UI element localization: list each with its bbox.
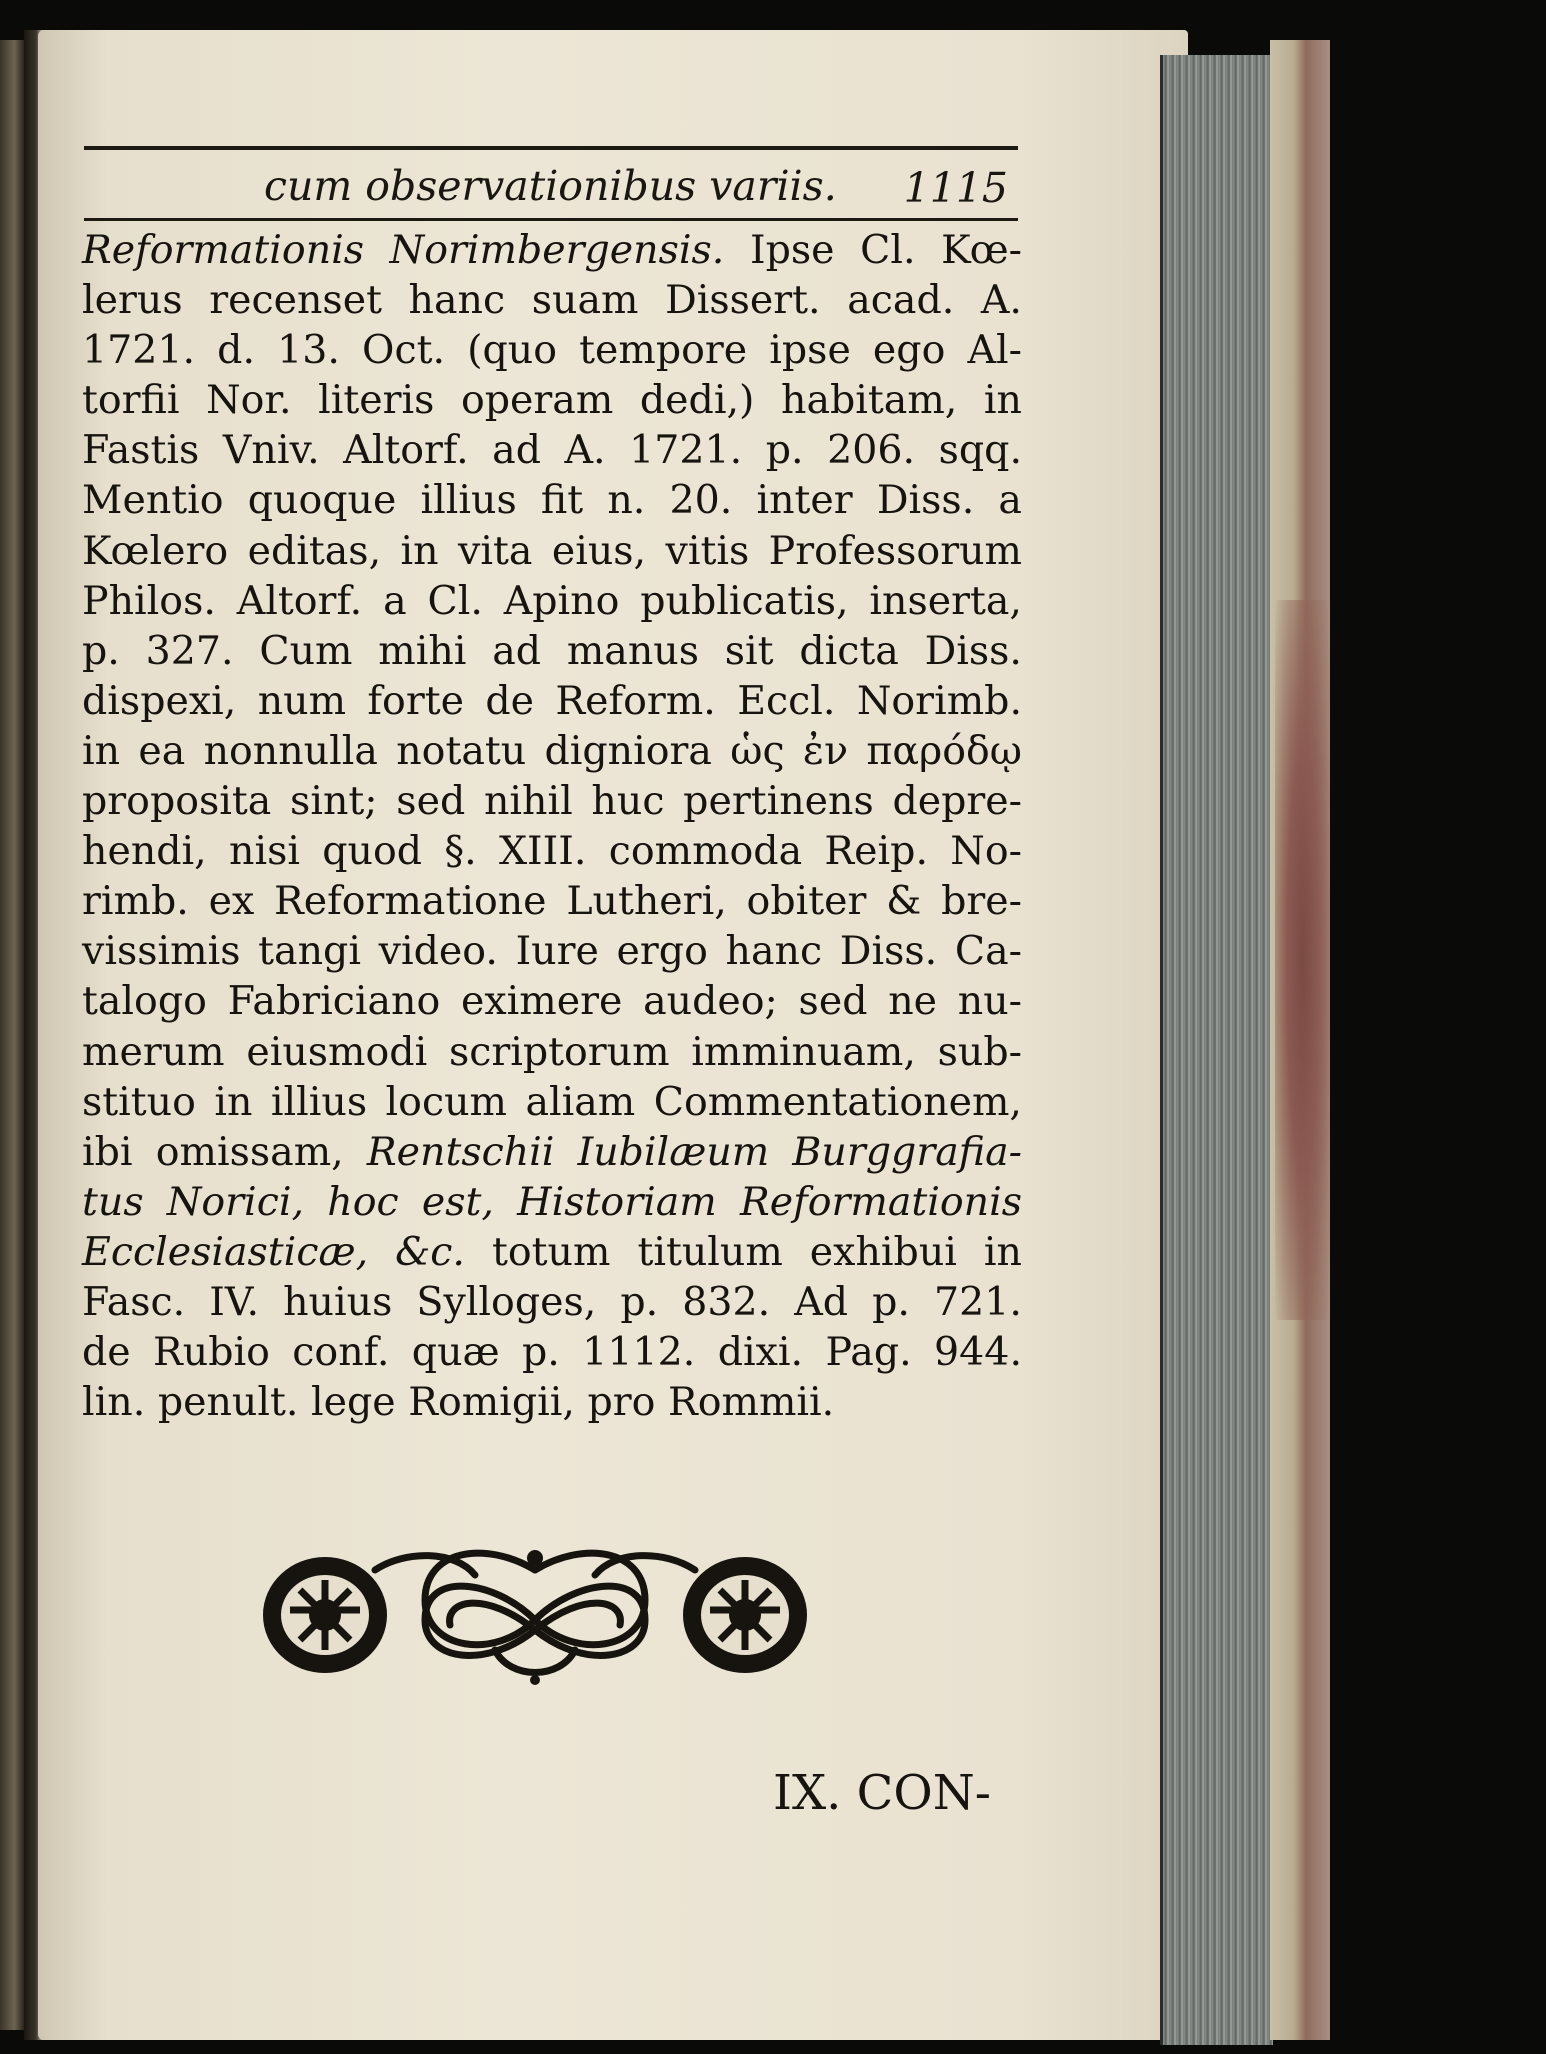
text-segment: Ipse Cl. Kœ- bbox=[724, 227, 1022, 273]
text-segment: p. 327. Cum mihi ad manus sit dicta Diss. bbox=[82, 627, 1022, 674]
text-line bbox=[82, 726, 1022, 776]
text-line bbox=[82, 526, 1022, 576]
text-line bbox=[82, 976, 1022, 1026]
text-segment: de Rubio conf. quæ p. 1112. dixi. Pag. 944. bbox=[82, 1329, 1022, 1376]
cover-stain bbox=[1275, 600, 1330, 1320]
text-line bbox=[82, 1027, 1022, 1077]
text-segment: merum eiusmodi scriptorum imminuam, sub- bbox=[82, 1028, 1022, 1075]
header-rule-top bbox=[84, 146, 1018, 150]
text-segment: ibi omissam, bbox=[82, 1128, 367, 1175]
page-number: 1115 bbox=[903, 164, 1008, 212]
text-line bbox=[82, 275, 1022, 325]
running-head bbox=[84, 162, 1018, 212]
text-segment: vissimis tangi video. Iure ergo hanc Diss. Ca- bbox=[82, 928, 1022, 975]
text-segment: totum titulum exhibui in bbox=[464, 1228, 1022, 1275]
text-line bbox=[82, 1327, 1022, 1377]
text-segment: Kœlero editas, in vita eius, vitis Professorum bbox=[82, 527, 1022, 574]
floral-ornament-icon bbox=[255, 1530, 815, 1690]
text-segment: lerus recenset hanc suam Dissert. acad. A. bbox=[82, 277, 1022, 324]
text-line bbox=[82, 225, 1022, 275]
italic-segment: Reformationis Norimbergensis. bbox=[82, 227, 725, 273]
text-segment: lin. penult. lege Romigii, pro Rommii. bbox=[82, 1379, 835, 1426]
text-line bbox=[82, 375, 1022, 425]
text-segment: in ea nonnulla notatu digniora ὡς ἐν παρόδῳ bbox=[82, 727, 1022, 774]
text-line bbox=[82, 475, 1022, 525]
facing-page-edge bbox=[0, 40, 24, 2030]
text-line bbox=[82, 676, 1022, 726]
text-line bbox=[82, 425, 1022, 475]
page-edges bbox=[1160, 55, 1273, 2045]
text-segment: hendi, nisi quod §. XIII. commoda Reip. No- bbox=[82, 828, 1022, 875]
text-segment: Philos. Altorf. a Cl. Apino publicatis, inserta, bbox=[82, 577, 1022, 624]
text-segment: 1721. d. 13. Oct. (quo tempore ipse ego Al- bbox=[82, 327, 1022, 374]
running-head-title: cum observationibus variis. bbox=[264, 162, 837, 210]
text-line bbox=[82, 626, 1022, 676]
text-segment: torfii Nor. literis operam dedi,) habitam, in bbox=[82, 377, 1022, 424]
text-line bbox=[82, 1127, 1022, 1177]
text-line bbox=[82, 776, 1022, 826]
text-segment: Fasc. IV. huius Sylloges, p. 832. Ad p. 721. bbox=[82, 1278, 1022, 1325]
catchword: IX. CON- bbox=[773, 1765, 991, 1821]
text-segment: dispexi, num forte de Reform. Eccl. Norimb. bbox=[82, 677, 1022, 724]
text-line bbox=[82, 1277, 1022, 1327]
italic-segment: tus Norici, hoc est, Historiam Reformationis bbox=[82, 1178, 1022, 1225]
text-line bbox=[82, 325, 1022, 375]
text-segment: rimb. ex Reformatione Lutheri, obiter & bre- bbox=[82, 878, 1022, 925]
text-line bbox=[82, 926, 1022, 976]
text-segment: Mentio quoque illius fit n. 20. inter Diss. a bbox=[82, 477, 1022, 524]
body-text bbox=[82, 225, 1022, 1427]
text-segment: proposita sint; sed nihil huc pertinens depre- bbox=[82, 778, 1022, 825]
header-rule-bottom bbox=[84, 218, 1018, 221]
text-segment: stituo in illius locum aliam Commentationem, bbox=[82, 1078, 1022, 1125]
text-line bbox=[82, 1377, 1022, 1427]
text-line bbox=[82, 876, 1022, 926]
text-line bbox=[82, 1227, 1022, 1277]
text-line bbox=[82, 576, 1022, 626]
text-line bbox=[82, 1177, 1022, 1227]
italic-segment: Rentschii Iubilæum Burggrafia- bbox=[366, 1128, 1022, 1175]
text-segment: Fastis Vniv. Altorf. ad A. 1721. p. 206. sqq. bbox=[82, 427, 1022, 474]
text-line bbox=[82, 826, 1022, 876]
italic-segment: Ecclesiasticæ, &c. bbox=[82, 1228, 465, 1275]
text-line bbox=[82, 1077, 1022, 1127]
text-segment: talogo Fabriciano eximere audeo; sed ne nu- bbox=[82, 978, 1022, 1025]
